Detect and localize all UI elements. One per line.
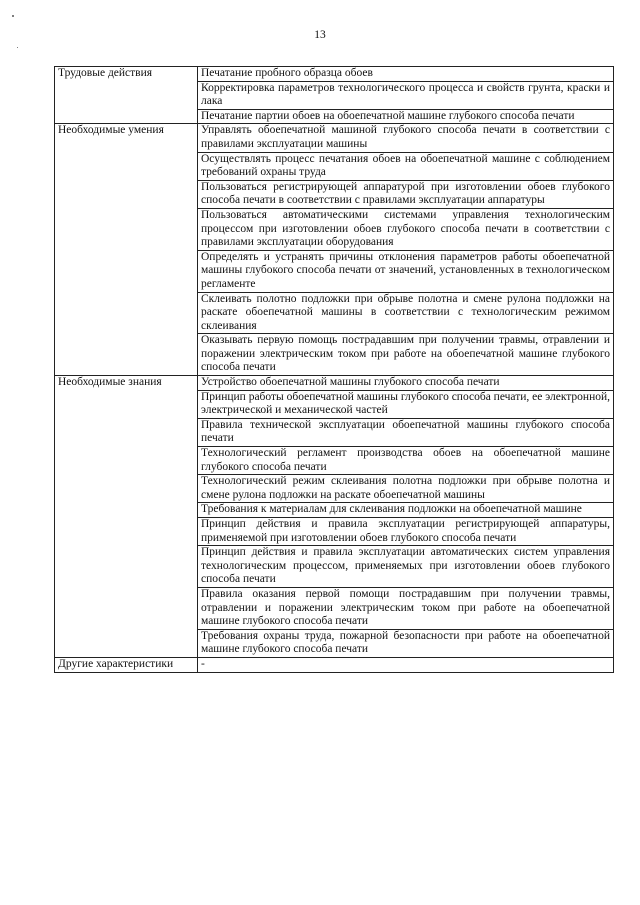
section-title: Необходимые знания xyxy=(55,376,198,658)
section-item: Правила оказания первой помощи пострадавшим при получении травмы, отравлении и поражении электрическим током при работе на обоепечатной машине глубокого способа печати xyxy=(198,587,614,629)
section-title: Трудовые действия xyxy=(55,67,198,124)
section-item: Определять и устранять причины отклонения параметров работы обоепечатной машины глубокого способа печати от значений, установленных в технологическом регламенте xyxy=(198,250,614,292)
section-item: Принцип действия и правила эксплуатации автоматических систем управления технологическим процессом, применяемых при изготовлении обоев глубокого способа печати xyxy=(198,546,614,588)
section-item: Технологический регламент производства обоев на обоепечатной машине глубокого способа печати xyxy=(198,447,614,475)
table-row xyxy=(55,124,614,152)
qualification-table xyxy=(54,66,614,673)
scan-speck xyxy=(12,15,14,17)
section-item: Принцип действия и правила эксплуатации регистрирующей аппаратуры, применяемой при изготовлении обоев глубокого способа печати xyxy=(198,518,614,546)
section-item: Печатание пробного образца обоев xyxy=(198,67,614,82)
table-row xyxy=(55,657,614,672)
section-item: Требования к материалам для склеивания подложки на обоепечатной машине xyxy=(198,503,614,518)
scan-speck xyxy=(17,47,18,48)
section-item: Осуществлять процесс печатания обоев на обоепечатной машине с соблюдением требований охраны труда xyxy=(198,152,614,180)
section-item: Оказывать первую помощь пострадавшим при получении травмы, отравлении и поражении электрическим током при работе на обоепечатной машине глубокого способа печати xyxy=(198,334,614,376)
section-item: Корректировка параметров технологического процесса и свойств грунта, краски и лака xyxy=(198,81,614,109)
section-item: Устройство обоепечатной машины глубокого способа печати xyxy=(198,376,614,391)
section-title: Необходимые умения xyxy=(55,124,198,376)
page-number: 13 xyxy=(314,29,326,41)
section-item: Требования охраны труда, пожарной безопасности при работе на обоепечатной машине глубокого способа печати xyxy=(198,629,614,657)
section-item: Пользоваться регистрирующей аппаратурой при изготовлении обоев глубокого способа печати в соответствии с правилами эксплуатации аппаратуры xyxy=(198,180,614,208)
section-item: Склеивать полотно подложки при обрыве полотна и смене рулона подложки на раскате обоепечатной машины в соответствии с технологическим режимом склеивания xyxy=(198,292,614,334)
section-item: Печатание партии обоев на обоепечатной машине глубокого способа печати xyxy=(198,109,614,124)
section-item: Правила технической эксплуатации обоепечатной машины глубокого способа печати xyxy=(198,418,614,446)
section-item: Технологический режим склеивания полотна подложки при обрыве полотна и смене рулона подложки на раскате обоепечатной машины xyxy=(198,475,614,503)
table-row xyxy=(55,376,614,391)
section-title: Другие характеристики xyxy=(55,657,198,672)
section-item: - xyxy=(198,657,614,672)
section-item: Управлять обоепечатной машиной глубокого способа печати в соответствии с правилами эксплуатации машины xyxy=(198,124,614,152)
table-row xyxy=(55,67,614,82)
section-item: Пользоваться автоматическими системами управления технологическим процессом при изготовлении обоев глубокого способа печати в соответствии с правилами эксплуатации оборудования xyxy=(198,208,614,250)
section-item: Принцип работы обоепечатной машины глубокого способа печати, ее электронной, электрической и механической частей xyxy=(198,390,614,418)
